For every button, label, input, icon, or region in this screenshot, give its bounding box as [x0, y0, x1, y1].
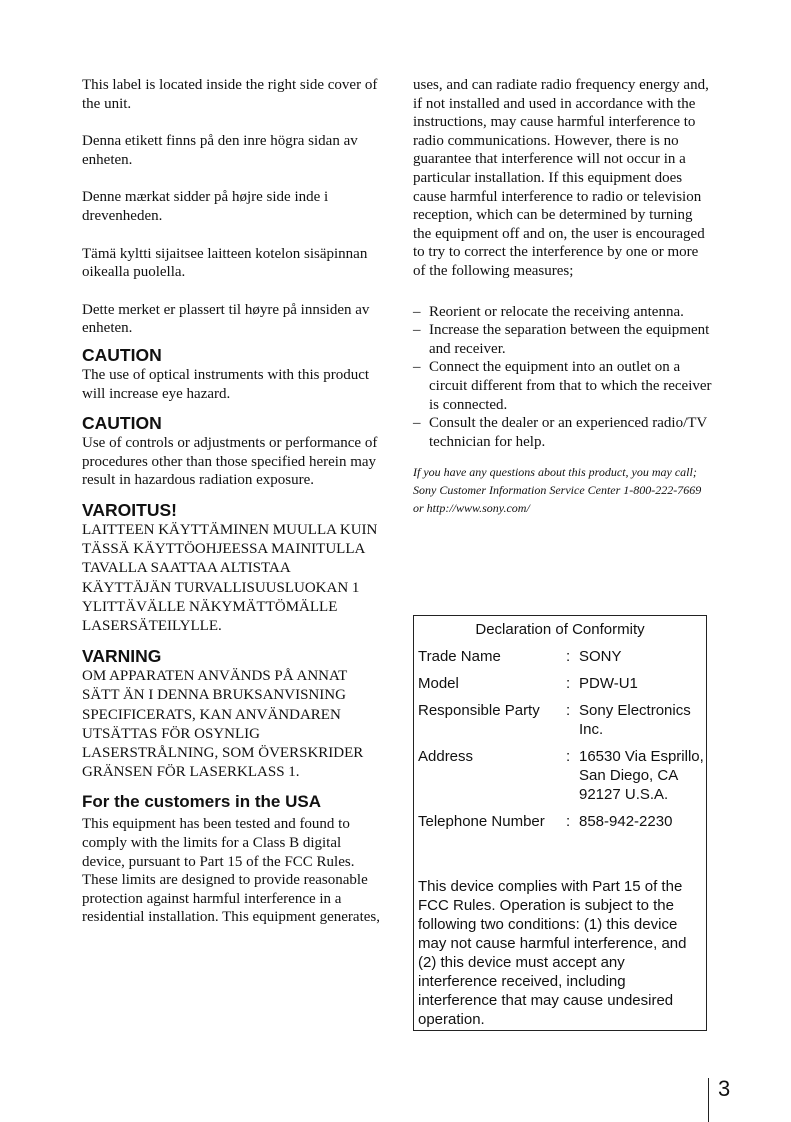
caution-section-2 [82, 412, 382, 490]
varoitus-text: LAITTEEN KÄYTTÄMINEN MUULLA KUIN TÄSSÄ KÄYTTÖOHJEESSA MAINITULLA TAVALLA SAATTAA ALTISTAA KÄYTTÄJÄN TURVALLISUUSLUOKAN 1 YLITTÄVÄLLE NÄKYMÄTTÖMÄLLE LASERSÄTEILYLLE. [82, 521, 378, 634]
caution-section-1 [82, 344, 382, 403]
varoitus-heading: VAROITUS! [82, 499, 177, 520]
usa-heading: For the customers in the USA [82, 792, 321, 812]
declaration-title: Declaration of Conformity [475, 621, 645, 638]
caution-heading-2: CAUTION [82, 413, 162, 434]
usa-text: This equipment has been tested and found to comply with the limits for a Class B digital device, pursuant to Part 15 of the FCC Rules. These limits are designed to provide reasonable protection against harmful interference in a residential installation. This equipment generates, [82, 816, 380, 926]
fcc-compliance-statement: This device complies with Part 15 of the FCC Rules. Operation is subject to the following two conditions: (1) this device may not cause harmful interference, and (2) this device must accept any interference received, including interference that may cause undesired operation. [418, 878, 687, 1028]
declaration-row-telephone: Telephone Number : 858-942-2230 [418, 813, 673, 830]
page-number: 3 [718, 1076, 731, 1101]
caution-text-2: Use of controls or adjustments or performance of procedures other than those specified herein may result in hazardous radiation exposure. [82, 435, 378, 489]
list-item: – Increase the separation between the equipment and receiver. [413, 322, 710, 357]
varning-text: OM APPARATEN ANVÄNDS PÅ ANNAT SÄTT ÄN I DENNA BRUKSANVISNING SPECIFICERATS, KAN ANVÄNDAREN UTSÄTTAS FÖR OSYNLIG LASERSTRÅLNING, SOM ÖVERSKRIDER GRÄNSEN FÖR LASERKLASS 1. [82, 668, 364, 781]
usa-section [82, 791, 382, 927]
list-item: – Connect the equipment into an outlet on a circuit different from that to which the receiver is connected. [413, 359, 712, 413]
label-location-da: Denne mærkat sidder på højre side inde i drevenheden. [82, 189, 329, 224]
caution-heading-1: CAUTION [82, 344, 162, 365]
right-column [413, 76, 713, 517]
label-location-sv: Denna etikett finns på den inre högra sidan av enheten. [82, 133, 358, 168]
caution-text-1: The use of optical instruments with this product will increase eye hazard. [82, 366, 370, 402]
label-location-fi: Tämä kyltti sijaitsee laitteen kotelon sisäpinnan oikealla puolella. [82, 245, 368, 281]
list-item: – Reorient or relocate the receiving antenna. [413, 303, 684, 320]
declaration-row-trade-name: Trade Name : SONY [418, 648, 622, 665]
label-location-no: Dette merket er plassert til høyre på innsiden av enheten. [82, 301, 370, 337]
contact-info: If you have any questions about this product, you may call; Sony Customer Information Service Center 1-800-222-7669 or http://www.sony.com/ [413, 465, 702, 516]
left-column [82, 76, 382, 927]
label-location-en: This label is located inside the right side cover of the unit. [82, 77, 378, 112]
varoitus-section [82, 499, 382, 636]
page-number-divider [708, 1078, 709, 1122]
measures-list [413, 303, 713, 452]
fcc-continuation: uses, and can radiate radio frequency energy and, if not installed and used in accordance with the instructions, may cause harmful interference to radio communications. However, there is no guarantee that interference will not occur in a particular installation. If this equipment does cause harmful interference to radio or television reception, which can be determined by turning the equipment off and on, the user is encouraged to try to correct the interference by one or more of the following measures; [413, 77, 709, 279]
varning-heading: VARNING [82, 646, 162, 667]
list-item: – Consult the dealer or an experienced radio/TV technician for help. [413, 415, 707, 450]
declaration-row-model: Model : PDW-U1 [418, 675, 638, 692]
declaration-row-address: Address : 16530 Via Esprillo, San Diego, CA 92127 U.S.A. [418, 748, 704, 803]
declaration-of-conformity-box [413, 615, 707, 1031]
declaration-row-responsible-party: Responsible Party : Sony Electronics Inc. [418, 702, 691, 738]
varning-section [82, 645, 382, 782]
